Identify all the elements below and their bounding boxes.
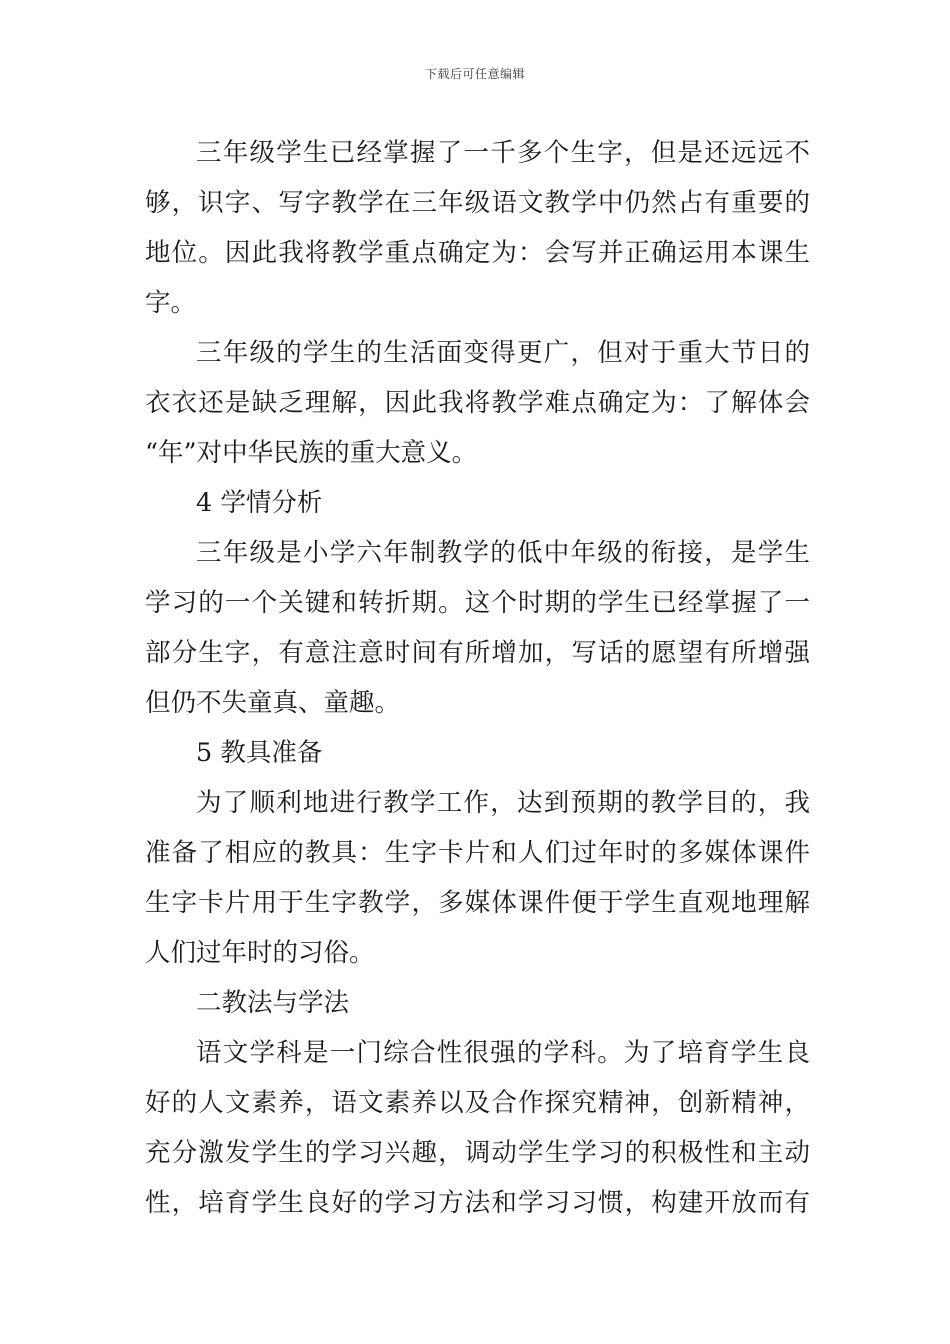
- body-text: [145, 128, 810, 1228]
- text-line: 好的人文素养，语文素养以及合作探究精神，创新精神，: [145, 1088, 810, 1118]
- text-line: 人们过年时的习俗。: [145, 938, 375, 968]
- text-line: 三年级是小学六年制教学的低中年级的衔接，是学生: [196, 538, 810, 568]
- text-line: 部分生字，有意注意时间有所增加，写话的愿望有所增强: [145, 638, 810, 668]
- text-line: 为了顺利地进行教学工作，达到预期的教学目的，我: [196, 788, 810, 818]
- page-header: 下载后可任意编辑: [424, 67, 525, 81]
- text-line: 但仍不失童真、童趣。: [145, 688, 401, 718]
- heading-line: 二教法与学法: [196, 988, 350, 1018]
- heading-line: 4 学情分析: [196, 488, 323, 518]
- paragraph: [145, 328, 810, 478]
- paragraph: [145, 1028, 810, 1228]
- text-line: 学习的一个关键和转折期。这个时期的学生已经掌握了一: [145, 588, 810, 618]
- heading-line: 5 教具准备: [196, 738, 323, 768]
- text-line: 性，培育学生良好的学习方法和学习习惯，构建开放而有: [145, 1188, 810, 1218]
- text-line: 充分激发学生的学习兴趣，调动学生学习的积极性和主动: [145, 1138, 810, 1168]
- text-line: 三年级的学生的生活面变得更广，但对于重大节日的: [196, 338, 810, 368]
- paragraph: [145, 128, 810, 328]
- text-line: 语文学科是一门综合性很强的学科。为了培育学生良: [196, 1038, 810, 1068]
- section-heading: [145, 728, 810, 778]
- text-line: 准备了相应的教具：生字卡片和人们过年时的多媒体课件: [145, 838, 810, 868]
- text-line: 三年级学生已经掌握了一千多个生字，但是还远远不: [196, 138, 810, 168]
- paragraph: [145, 778, 810, 978]
- section-heading: [145, 478, 810, 528]
- text-line: 字。: [145, 288, 197, 318]
- text-line: “年”对中华民族的重大意义。: [145, 438, 478, 468]
- section-heading: [145, 978, 810, 1028]
- paragraph: [145, 528, 810, 728]
- text-line: 衣衣还是缺乏理解，因此我将教学难点确定为：了解体会: [145, 388, 810, 418]
- text-line: 生字卡片用于生字教学，多媒体课件便于学生直观地理解: [145, 888, 810, 918]
- text-line: 地位。因此我将教学重点确定为：会写并正确运用本课生: [145, 238, 810, 268]
- text-line: 够，识字、写字教学在三年级语文教学中仍然占有重要的: [145, 188, 810, 218]
